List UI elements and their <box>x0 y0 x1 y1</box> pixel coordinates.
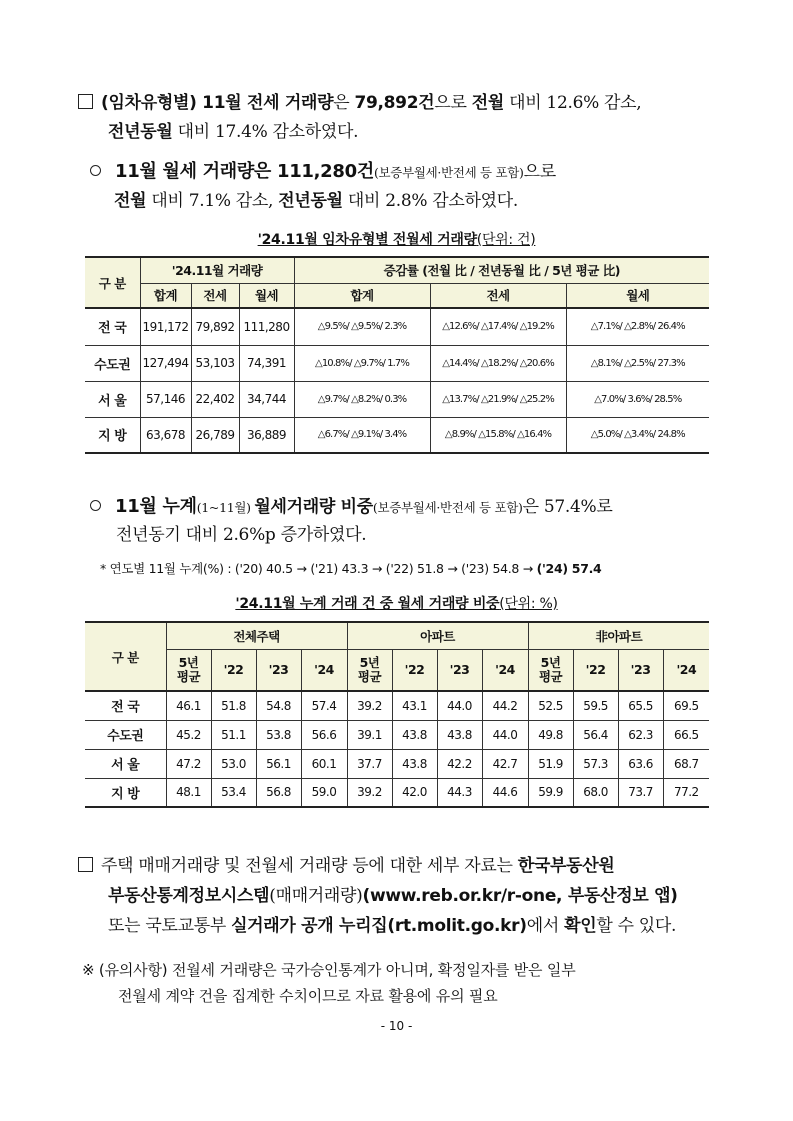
subheader-22: '22 <box>573 649 618 691</box>
paragraph-wolse-share-line2: 전년동기 대비 2.6%p 증가하였다. <box>116 525 367 545</box>
header-volume: '24.11월 거래량 <box>140 257 294 283</box>
paragraph-jeonse-line2: 전년동월 대비 17.4% 감소하였다. <box>108 122 359 142</box>
table-row: 전 국 46.1 51.8 54.8 57.4 39.2 43.1 44.0 44.2 52.5 59.5 65.5 69.5 <box>85 691 709 720</box>
subheader-22: '22 <box>392 649 437 691</box>
paragraph-jeonse: (임차유형별) 11월 전세 거래량은 79,892건으로 전월 대비 12.6% 감소, <box>78 88 641 118</box>
subheader-jeonse: 전세 <box>191 283 239 308</box>
circle-bullet-icon <box>90 500 101 511</box>
subheader-change-total: 합계 <box>294 283 430 308</box>
molit-link[interactable]: 실거래가 공개 누리집(rt.molit.go.kr) <box>231 916 527 936</box>
header-non-apartment: 非아파트 <box>528 622 709 649</box>
circle-bullet-icon <box>90 165 101 176</box>
header-change-rate: 증감률 (전월 比 / 전년동월 比 / 5년 평균 比) <box>294 257 709 283</box>
subheader-23: '23 <box>256 649 301 691</box>
paragraph-wolse-share: 11월 누계(1~11월) 월세거래량 비중(보증부월세·반전세 등 포함)은 57.4%로 <box>90 492 612 523</box>
subheader-total: 합계 <box>140 283 191 308</box>
paragraph-data-source-line3: 또는 국토교통부 실거래가 공개 누리집(rt.molit.go.kr)에서 확인할 수 있다. <box>108 916 677 936</box>
paragraph-wolse-line2: 전월 대비 7.1% 감소, 전년동월 대비 2.8% 감소하였다. <box>114 191 519 211</box>
table-row: 서 울 47.2 53.0 56.1 60.1 37.7 43.8 42.2 42.7 51.9 57.3 63.6 68.7 <box>85 749 709 778</box>
header-all-housing: 전체주택 <box>166 622 347 649</box>
paragraph-data-source-line2: 부동산통계정보시스템(매매거래량)(www.reb.or.kr/r-one, 부동산정보 앱) <box>108 886 678 906</box>
table2-caption: '24.11월 누계 거래 건 중 월세 거래량 비중(단위: %) <box>235 596 558 612</box>
table-row: 수도권 45.2 51.1 53.8 56.6 39.1 43.8 43.8 44.0 49.8 56.4 62.3 66.5 <box>85 720 709 749</box>
rental-volume-table <box>85 256 709 454</box>
table-row: 지 방 48.1 53.4 56.8 59.0 39.2 42.0 44.3 44.6 59.9 68.0 73.7 77.2 <box>85 778 709 807</box>
header-apartment: 아파트 <box>347 622 528 649</box>
subheader-23: '23 <box>618 649 663 691</box>
reb-link[interactable]: (www.reb.or.kr/r-one, 부동산정보 앱) <box>362 886 678 906</box>
yearly-footnote: * 연도별 11월 누계(%) : ('20) 40.5 → ('21) 43.3 → ('22) 51.8 → ('23) 54.8 → ('24) 57.4 <box>100 561 602 576</box>
page-number: - 10 - <box>380 1019 413 1033</box>
subheader-24: '24 <box>663 649 709 691</box>
subheader-5yr-avg: 5년 평균 <box>528 649 573 691</box>
header-gubun: 구 분 <box>85 257 140 308</box>
subheader-wolse: 월세 <box>239 283 294 308</box>
subheader-change-jeonse: 전세 <box>430 283 566 308</box>
table-row: 서 울 57,146 22,402 34,744 △9.7%/ △8.2%/ 0.3% △13.7%/ △21.9%/ △25.2% △7.0%/ 3.6%/ 28.5% <box>85 381 709 417</box>
subheader-23: '23 <box>437 649 482 691</box>
table-row: 수도권 127,494 53,103 74,391 △10.8%/ △9.7%/ 1.7% △14.4%/ △18.2%/ △20.6% △8.1%/ △2.5%/ 27.3% <box>85 345 709 381</box>
subheader-24: '24 <box>482 649 528 691</box>
table-row: 지 방 63,678 26,789 36,889 △6.7%/ △9.1%/ 3.4% △8.9%/ △15.8%/ △16.4% △5.0%/ △3.4%/ 24.8% <box>85 417 709 453</box>
subheader-5yr-avg: 5년 평균 <box>166 649 211 691</box>
subheader-5yr-avg: 5년 평균 <box>347 649 392 691</box>
table1-caption: '24.11월 임차유형별 전월세 거래량(단위: 건) <box>257 232 536 248</box>
header-gubun: 구 분 <box>85 622 166 691</box>
subheader-change-wolse: 월세 <box>566 283 709 308</box>
paragraph-wolse: 11월 월세 거래량은 111,280건(보증부월세·반전세 등 포함)으로 <box>90 157 556 188</box>
wolse-share-table <box>85 621 709 808</box>
checkbox-bullet-icon <box>78 857 93 872</box>
table-row: 전 국 191,172 79,892 111,280 △9.5%/ △9.5%/ 2.3% △12.6%/ △17.4%/ △19.2% △7.1%/ △2.8%/ 26.4% <box>85 308 709 345</box>
caution-note: ※ (유의사항) 전월세 거래량은 국가승인통계가 아니며, 확정일자를 받은 일부 전월세 계약 건을 집계한 수치이므로 자료 활용에 유의 필요 <box>82 961 576 1005</box>
subheader-24: '24 <box>301 649 347 691</box>
paragraph-data-source: 주택 매매거래량 및 전월세 거래량 등에 대한 세부 자료는 한국부동산원 <box>78 851 614 881</box>
checkbox-bullet-icon <box>78 94 93 109</box>
subheader-22: '22 <box>211 649 256 691</box>
